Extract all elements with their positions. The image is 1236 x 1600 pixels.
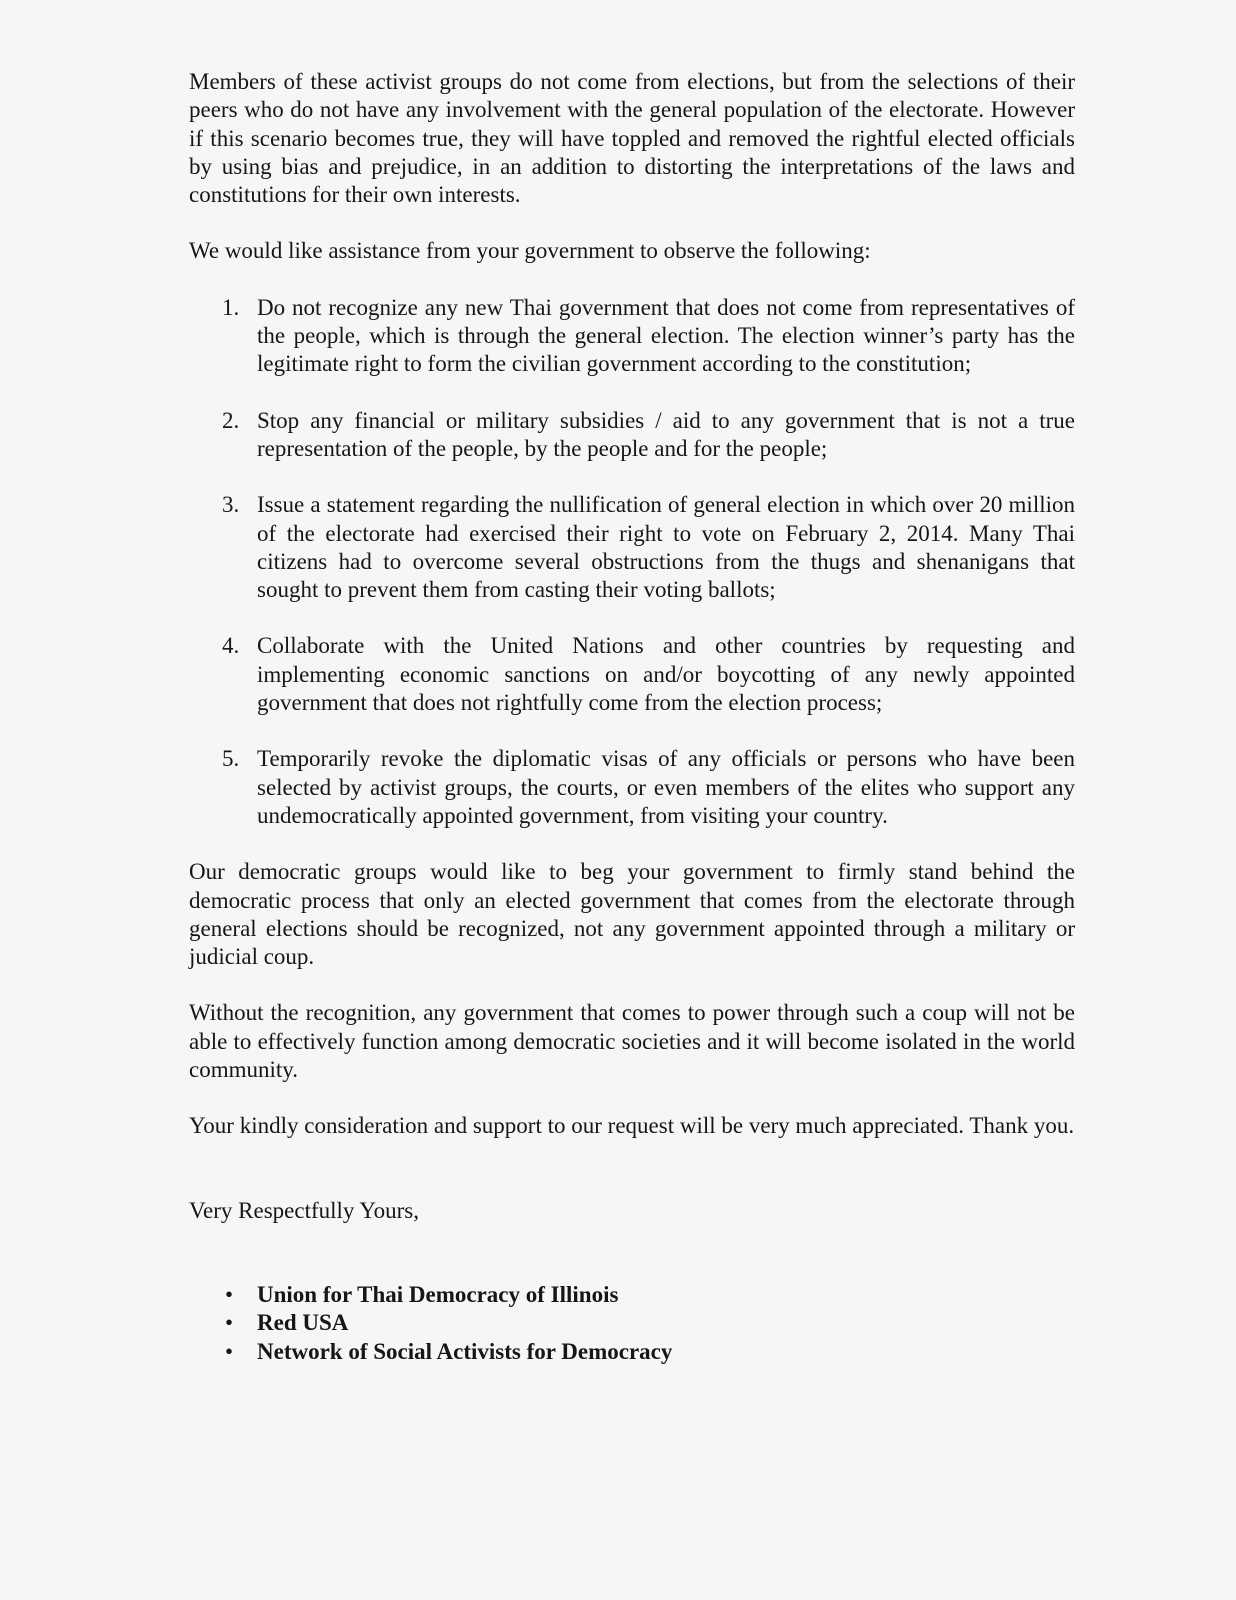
list-item <box>189 294 1075 379</box>
list-item-number: 3. <box>222 492 240 518</box>
thanks-paragraph: Your kindly consideration and support to our request will be very much appreciated. Thank you. <box>189 1113 1075 1139</box>
list-item-text: Do not recognize any new Thai government that does not come from representatives of the people, which is through the general election. The election winner’s party has the legitimate right to form the civilian government according to the constitution; <box>257 294 1075 377</box>
list-item-number: 1. <box>222 294 240 320</box>
closing-salutation: Very Respectfully Yours, <box>189 1197 419 1223</box>
bullet-icon: • <box>225 1310 234 1336</box>
list-item-text: Issue a statement regarding the nullification of general election in which over 20 million of the electorate had exercised their right to vote on February 2, 2014. Many Thai citizens had to overcome several obstructions from the thugs and shenanigans that sought to prevent them from casting their voting ballots; <box>257 492 1075 603</box>
consequence-paragraph: Without the recognition, any government that comes to power through such a coup will not be able to effectively function among democratic societies and it will become isolated in the world community. <box>189 1000 1075 1083</box>
list-item-number: 2. <box>222 407 240 433</box>
plea-paragraph: Our democratic groups would like to beg your government to firmly stand behind the democratic process that only an elected government that comes from the electorate through general elections should be recognized, not any government appointed through a military or judicial coup. <box>189 859 1075 970</box>
signatory-item <box>189 1281 1075 1309</box>
request-list <box>189 294 1075 830</box>
list-item-text: Stop any financial or military subsidies / aid to any government that is not a true representation of the people, by the people and for the people; <box>257 407 1075 461</box>
list-item <box>189 632 1075 717</box>
signatory-name: Red USA <box>257 1310 349 1336</box>
signatory-item <box>189 1338 1075 1366</box>
bullet-icon: • <box>225 1338 234 1364</box>
list-item <box>189 745 1075 830</box>
signatory-list <box>189 1281 1075 1366</box>
intro-paragraph: Members of these activist groups do not come from elections, but from the selections of their peers who do not have any involvement with the general population of the electorate. However if this scenario becomes true, they will have toppled and removed the rightful elected officials by using bias and prejudice, in an addition to distorting the interpretations of the laws and constitutions for their own interests. <box>189 69 1075 208</box>
signatory-name: Network of Social Activists for Democracy <box>257 1338 673 1364</box>
list-item <box>189 407 1075 464</box>
list-item <box>189 491 1075 604</box>
list-item-text: Collaborate with the United Nations and other countries by requesting and implementing economic sanctions on and/or boycotting of any newly appointed government that does not rightfully come from the election process; <box>257 633 1075 716</box>
list-item-text: Temporarily revoke the diplomatic visas of any officials or persons who have been selected by activist groups, the courts, or even members of the elites who support any undemocratically appointed government, from visiting your country. <box>257 746 1075 828</box>
signatory-name: Union for Thai Democracy of Illinois <box>257 1281 619 1307</box>
list-item-number: 5. <box>222 746 240 772</box>
request-intro: We would like assistance from your government to observe the following: <box>189 238 871 264</box>
list-item-number: 4. <box>222 633 240 659</box>
signatory-item <box>189 1309 1075 1337</box>
bullet-icon: • <box>225 1281 234 1307</box>
letter-page <box>189 68 1075 1366</box>
